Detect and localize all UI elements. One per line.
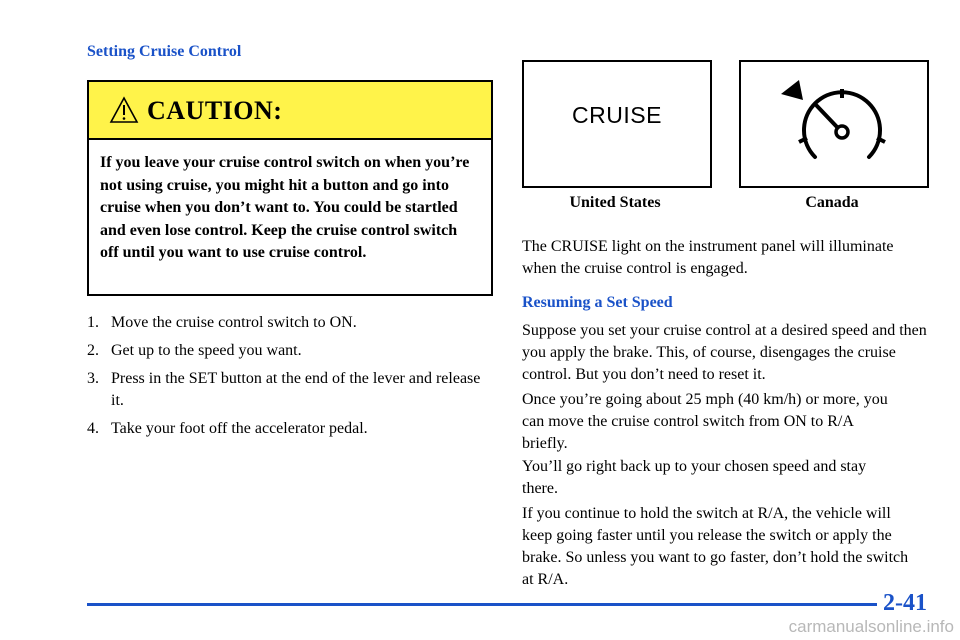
step-text: Move the cruise control switch to ON. — [111, 314, 357, 331]
step-number: 2. — [87, 342, 99, 359]
resume-paragraph: Once you’re going about 25 mph (40 km/h) or more, you can move the cruise control switch from ON to R/A briefly. — [522, 391, 888, 452]
cruise-light-text: CRUISE — [572, 102, 662, 128]
footer-rule — [87, 603, 877, 606]
step-item — [87, 368, 487, 412]
caution-header — [89, 82, 491, 140]
cruise-light-paragraph: The CRUISE light on the instrument panel will illuminate when the cruise control is engaged. — [522, 238, 894, 277]
section-title: Setting Cruise Control — [87, 43, 242, 60]
cruise-speedometer-icon — [741, 62, 927, 186]
step-item — [87, 340, 487, 362]
step-number: 1. — [87, 314, 99, 331]
step-item — [87, 312, 487, 334]
watermark: carmanualsonline.info — [788, 617, 954, 636]
resume-paragraph: Suppose you set your cruise control at a desired speed and then you apply the brake. This, of course, disengages the cruise control. But you don’t need to reset it. — [522, 322, 927, 383]
caution-title: CAUTION: — [147, 96, 283, 125]
us-caption: United States — [569, 194, 661, 211]
canada-cruise-light-panel — [739, 60, 929, 188]
warning-triangle-icon — [109, 96, 139, 124]
page-number: 2-41 — [883, 590, 927, 616]
step-number: 3. — [87, 370, 99, 387]
resume-paragraph: If you continue to hold the switch at R/A, the vehicle will keep going faster until you release the switch or apply the brake. So unless you want to go faster, don’t hold the switch at R/A. — [522, 505, 909, 588]
step-text: Take your foot off the accelerator pedal. — [111, 420, 368, 437]
caution-box — [87, 80, 493, 296]
steps-list — [87, 312, 487, 446]
step-item — [87, 418, 487, 440]
step-number: 4. — [87, 420, 99, 437]
step-text: Get up to the speed you want. — [111, 342, 302, 359]
us-cruise-light-panel — [522, 60, 712, 188]
resume-heading: Resuming a Set Speed — [522, 294, 673, 311]
caution-body: If you leave your cruise control switch on when you’re not using cruise, you might hit a button and go into cruise when you don’t want to. You could be startled and even lose control. Keep the cruise control switch off until you want to use cruise control. — [100, 154, 470, 261]
step-text: Press in the SET button at the end of the lever and release it. — [111, 370, 481, 409]
canada-caption: Canada — [805, 194, 859, 211]
resume-paragraph: You’ll go right back up to your chosen speed and stay there. — [522, 458, 867, 497]
